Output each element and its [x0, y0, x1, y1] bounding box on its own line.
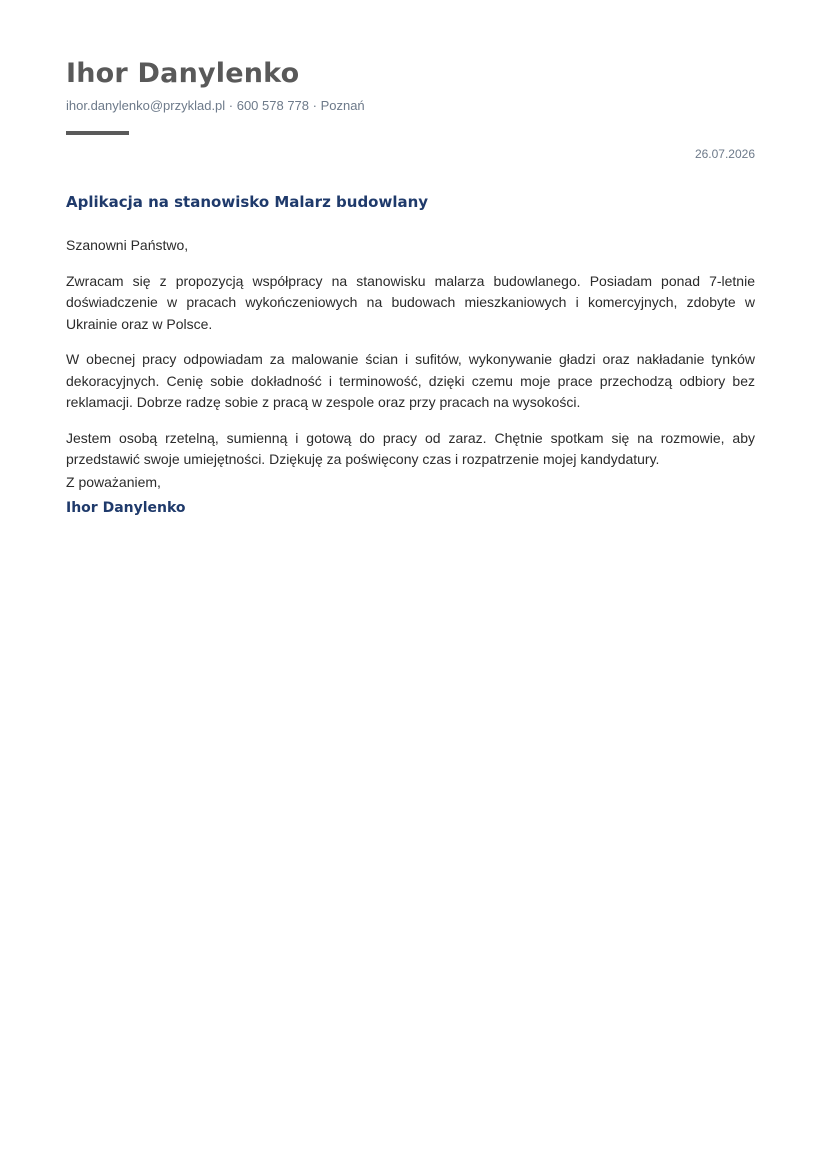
- closing-phrase: Z poważaniem,: [66, 474, 161, 490]
- paragraph-2: W obecnej pracy odpowiadam za malowanie ścian i sufitów, wykonywanie gładzi oraz nakładanie tynków dekoracyjnych. Cenię sobie dokładność i terminowość, dzięki czemu moje prace przechodzą odbiory bez reklamacji. Dobrze radzę sobie z pracą w zespole oraz przy pracach na wysokości.: [66, 351, 755, 410]
- letter-body: [66, 235, 755, 485]
- header-divider: [66, 131, 129, 135]
- signature-name: Ihor Danylenko: [66, 500, 186, 516]
- salutation: Szanowni Państwo,: [66, 237, 189, 253]
- contact-line: ihor.danylenko@przyklad.pl · 600 578 778 · Poznań: [66, 98, 365, 113]
- paragraph-1: Zwracam się z propozycją współpracy na stanowisku malarza budowlanego. Posiadam ponad 7-letnie doświadczenie w pracach wykończeniowych na budowach mieszkaniowych i komercyjnych, zdobyte w Ukrainie oraz w Polsce.: [66, 272, 755, 332]
- letter-date: 26.07.2026: [694, 147, 755, 161]
- paragraph-3: Jestem osobą rzetelną, sumienną i gotową do pracy od zaraz. Chętnie spotkam się na rozmowie, aby przedstawić swoje umiejętności. Dziękuję za poświęcony czas i rozpatrzenie mojej kandydatury.: [66, 429, 755, 467]
- applicant-name: Ihor Danylenko: [66, 58, 300, 89]
- letter-subject: Aplikacja na stanowisko Malarz budowlany: [66, 193, 429, 211]
